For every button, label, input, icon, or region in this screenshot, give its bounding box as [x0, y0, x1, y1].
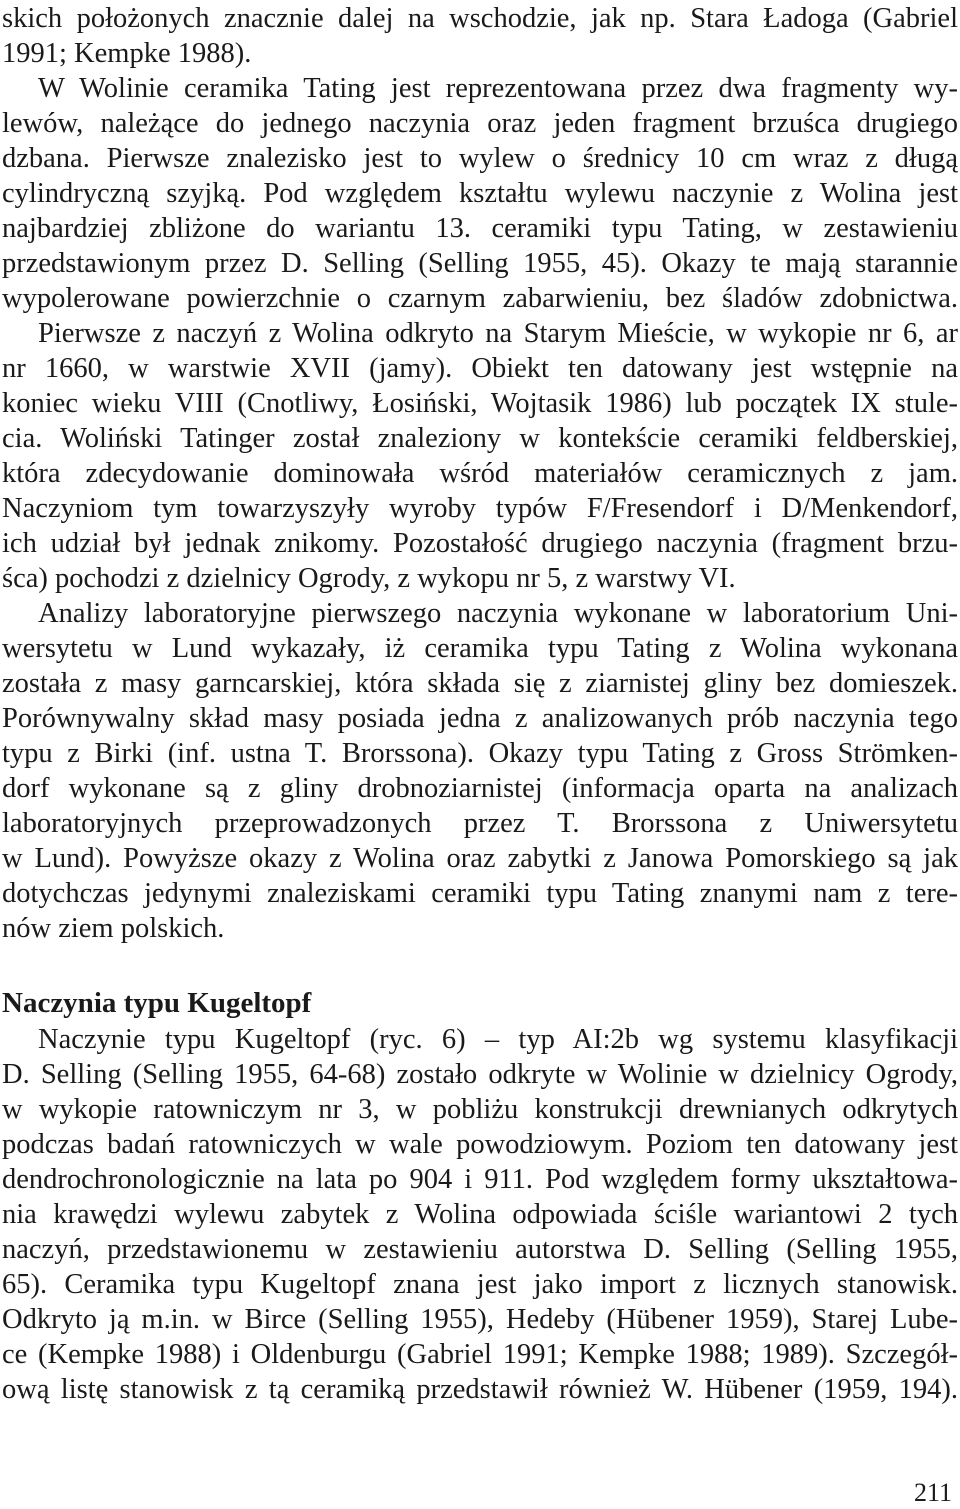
- text-line: naczyń, przedstawionemu w zestawieniu autorstwa D. Selling (Selling 1955,: [2, 1234, 958, 1265]
- text-line: dotychczas jedynymi znaleziskami ceramiki typu Tating znanymi nam z tere-: [2, 878, 958, 909]
- text-line: dendrochronologicznie na lata po 904 i 911. Pod względem formy ukształtowa-: [2, 1164, 958, 1195]
- text-line: w wykopie ratowniczym nr 3, w pobliżu konstrukcji drewnianych odkrytych: [2, 1094, 958, 1125]
- text-line: wersytetu w Lund wykazały, iż ceramika typu Tating z Wolina wykonana: [2, 633, 958, 664]
- text-line: Naczynie typu Kugeltopf (ryc. 6) – typ AI:2b wg systemu klasyfikacji: [38, 1024, 958, 1055]
- section-heading: Naczynia typu Kugeltopf: [2, 987, 312, 1019]
- text-line: podczas badań ratowniczych w wale powodziowym. Poziom ten datowany jest: [2, 1129, 958, 1160]
- text-line: D. Selling (Selling 1955, 64-68) zostało odkryte w Wolinie w dzielnicy Ogrody,: [2, 1059, 958, 1090]
- text-line: ich udział był jednak znikomy. Pozostałość drugiego naczynia (fragment brzu-: [2, 528, 958, 559]
- text-line: lewów, należące do jednego naczynia oraz jeden fragment brzuśca drugiego: [2, 108, 958, 139]
- text-line: ową listę stanowisk z tą ceramiką przedstawił również W. Hübener (1959, 194).: [2, 1374, 958, 1405]
- text-line: ce (Kempke 1988) i Oldenburgu (Gabriel 1991; Kempke 1988; 1989). Szczegół-: [2, 1339, 958, 1370]
- text-line: dorf wykonane są z gliny drobnoziarnistej (informacja oparta na analizach: [2, 773, 958, 804]
- text-line: laboratoryjnych przeprowadzonych przez T. Brorssona z Uniwersytetu: [2, 808, 958, 839]
- text-line: typu z Birki (inf. ustna T. Brorssona). Okazy typu Tating z Gross Strömken-: [2, 738, 958, 769]
- text-line: 65). Ceramika typu Kugeltopf znana jest jako import z licznych stanowisk.: [2, 1269, 958, 1300]
- text-line: wypolerowane powierzchnie o czarnym zabarwieniu, bez śladów zdobnictwa.: [2, 283, 958, 314]
- text-line: Odkryto ją m.in. w Birce (Selling 1955), Hedeby (Hübener 1959), Starej Lube-: [2, 1304, 958, 1335]
- text-line: koniec wieku VIII (Cnotliwy, Łosiński, Wojtasik 1986) lub początek IX stule-: [2, 388, 958, 419]
- text-line: śca) pochodzi z dzielnicy Ogrody, z wykopu nr 5, z warstwy VI.: [2, 563, 736, 594]
- page-number: 211: [913, 1478, 952, 1507]
- text-line: która zdecydowanie dominowała wśród materiałów ceramicznych z jam.: [2, 458, 958, 489]
- text-line: cylindryczną szyjką. Pod względem kształtu wylewu naczynie z Wolina jest: [2, 178, 958, 209]
- text-line: Naczyniom tym towarzyszyły wyroby typów F/Fresendorf i D/Menkendorf,: [2, 493, 958, 524]
- text-line: nr 1660, w warstwie XVII (jamy). Obiekt ten datowany jest wstępnie na: [2, 353, 958, 384]
- text-line: dzbana. Pierwsze znalezisko jest to wylew o średnicy 10 cm wraz z długą: [2, 143, 958, 174]
- text-line: Analizy laboratoryjne pierwszego naczynia wykonane w laboratorium Uni-: [38, 598, 958, 629]
- text-line: najbardziej zbliżone do wariantu 13. ceramiki typu Tating, w zestawieniu: [2, 213, 958, 244]
- text-line: nia krawędzi wylewu zabytek z Wolina odpowiada ściśle wariantowi 2 tych: [2, 1199, 958, 1230]
- text-line: W Wolinie ceramika Tating jest reprezentowana przez dwa fragmenty wy-: [38, 73, 958, 104]
- text-line: została z masy garncarskiej, która składa się z ziarnistej gliny bez domieszek.: [2, 668, 958, 699]
- text-line: Porównywalny skład masy posiada jedna z analizowanych prób naczynia tego: [2, 703, 958, 734]
- text-line: 1991; Kempke 1988).: [2, 38, 252, 69]
- text-line: Pierwsze z naczyń z Wolina odkryto na Starym Mieście, w wykopie nr 6, ar: [38, 318, 958, 349]
- text-line: nów ziem polskich.: [2, 913, 225, 944]
- text-line: skich położonych znacznie dalej na wschodzie, jak np. Stara Ładoga (Gabriel: [2, 3, 958, 34]
- text-line: przedstawionym przez D. Selling (Selling 1955, 45). Okazy te mają starannie: [2, 248, 958, 279]
- text-line: w Lund). Powyższe okazy z Wolina oraz zabytki z Janowa Pomorskiego są jak: [2, 843, 958, 874]
- text-line: cia. Woliński Tatinger został znaleziony w kontekście ceramiki feldberskiej,: [2, 423, 958, 454]
